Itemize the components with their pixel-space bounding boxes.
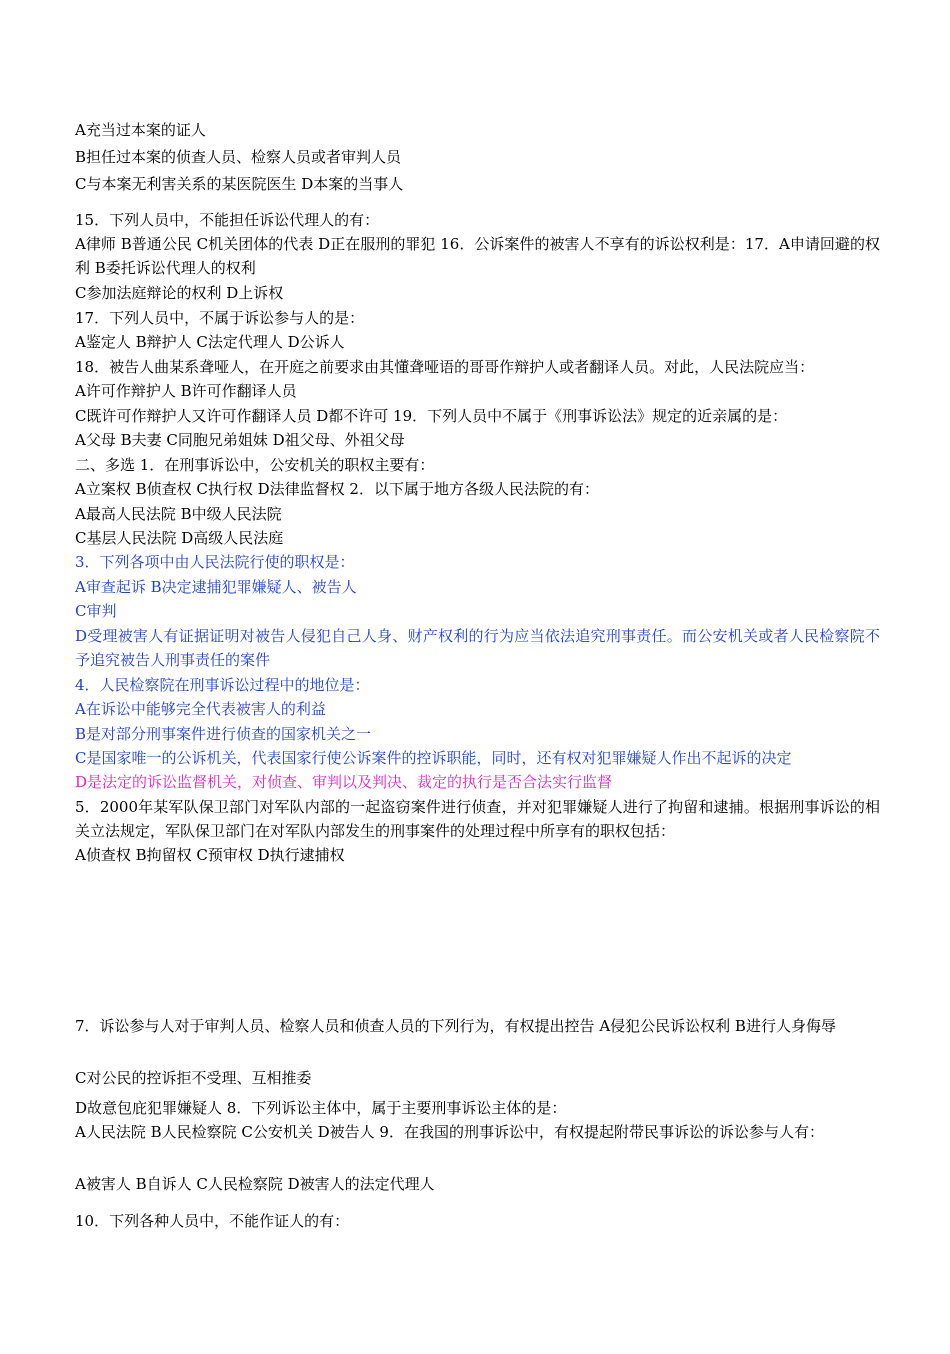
- text-line: A最高人民法院 B中级人民法院: [75, 505, 282, 523]
- question-16-options: A律师 B普通公民 C机关团体的代表 D正在服刑的罪犯 16．公诉案件的被害人不享有的诉讼权利是：17．A申请回避的权利 B委托诉讼代理人的权利: [75, 235, 880, 277]
- text-line-highlighted: B是对部分刑事案件进行侦查的国家机关之一: [75, 725, 372, 743]
- question-18: 18．被告人曲某系聋哑人，在开庭之前要求由其懂聋哑语的哥哥作辩护人或者翻译人员。对此，人民法院应当：: [75, 358, 815, 376]
- text-line-highlighted: C是国家唯一的公诉机关，代表国家行使公诉案件的控诉职能，同时，还有权对犯罪嫌疑人作出不起诉的决定: [75, 749, 792, 767]
- question-4-highlighted: 4．人民检察院在刑事诉讼过程中的地位是：: [75, 676, 370, 694]
- question-5: 5．2000年某军队保卫部门对军队内部的一起盗窃案件进行侦查，并对犯罪嫌疑人进行了拘留和逮捕。根据刑事诉讼的相关立法规定，军队保卫部门在对军队内部发生的刑事案件的处理过程中所享有的职权包括：: [75, 798, 880, 840]
- text-line: A被害人 B自诉人 C人民检察院 D被害人的法定代理人: [75, 1175, 435, 1193]
- question-10: 10．下列各种人员中，不能作证人的有：: [75, 1212, 350, 1230]
- question-3-highlighted: 3．下列各项中由人民法院行使的职权是：: [75, 553, 355, 571]
- question-7: 7．诉讼参与人对于审判人员、检察人员和侦查人员的下列行为，有权提出控告 A侵犯公民诉讼权利 B进行人身侮辱: [75, 1017, 836, 1035]
- text-line-highlighted: A在诉讼中能够完全代表被害人的利益: [75, 700, 326, 718]
- text-line: A充当过本案的证人: [75, 121, 206, 139]
- text-line: A许可作辩护人 B许可作翻译人员: [75, 382, 297, 400]
- text-line: C基层人民法院 D高级人民法庭: [75, 529, 284, 547]
- text-line: B担任过本案的侦查人员、检察人员或者审判人员: [75, 148, 402, 166]
- text-line: C参加法庭辩论的权利 D上诉权: [75, 284, 284, 302]
- text-line: A侦查权 B拘留权 C预审权 D执行逮捕权: [75, 846, 345, 864]
- text-line: A立案权 B侦查权 C执行权 D法律监督权 2．以下属于地方各级人民法院的有：: [75, 480, 599, 498]
- text-line-highlighted: D受理被害人有证据证明对被告人侵犯自己人身、财产权利的行为应当依法追究刑事责任。而公安机关或者人民检察院不予追究被告人刑事责任的案件: [75, 627, 880, 669]
- question-15: 15．下列人员中，不能担任诉讼代理人的有：: [75, 211, 380, 229]
- question-17: 17．下列人员中，不属于诉讼参与人的是：: [75, 309, 365, 327]
- text-line: C与本案无利害关系的某医院医生 D本案的当事人: [75, 175, 404, 193]
- text-line: A父母 B夫妻 C同胞兄弟姐妹 D祖父母、外祖父母: [75, 431, 405, 449]
- question-9: A人民法院 B人民检察院 C公安机关 D被告人 9．在我国的刑事诉讼中，有权提起附带民事诉讼的诉讼参与人有：: [75, 1123, 824, 1141]
- question-8: D故意包庇犯罪嫌疑人 8．下列诉讼主体中，属于主要刑事诉讼主体的是：: [75, 1099, 567, 1117]
- text-line-magenta: D是法定的诉讼监督机关，对侦查、审判以及判决、裁定的执行是否合法实行监督: [75, 773, 613, 791]
- text-line-highlighted: C审判: [75, 602, 117, 620]
- text-line: A鉴定人 B辩护人 C法定代理人 D公诉人: [75, 333, 345, 351]
- text-line-highlighted: A审查起诉 B决定逮捕犯罪嫌疑人、被告人: [75, 578, 357, 596]
- section-multiple-choice: 二、多选 1．在刑事诉讼中，公安机关的职权主要有：: [75, 456, 435, 474]
- question-19: C既许可作辩护人又许可作翻译人员 D都不许可 19．下列人员中不属于《刑事诉讼法》规定的近亲属的是：: [75, 407, 788, 425]
- text-line: C对公民的控诉拒不受理、互相推委: [75, 1069, 312, 1087]
